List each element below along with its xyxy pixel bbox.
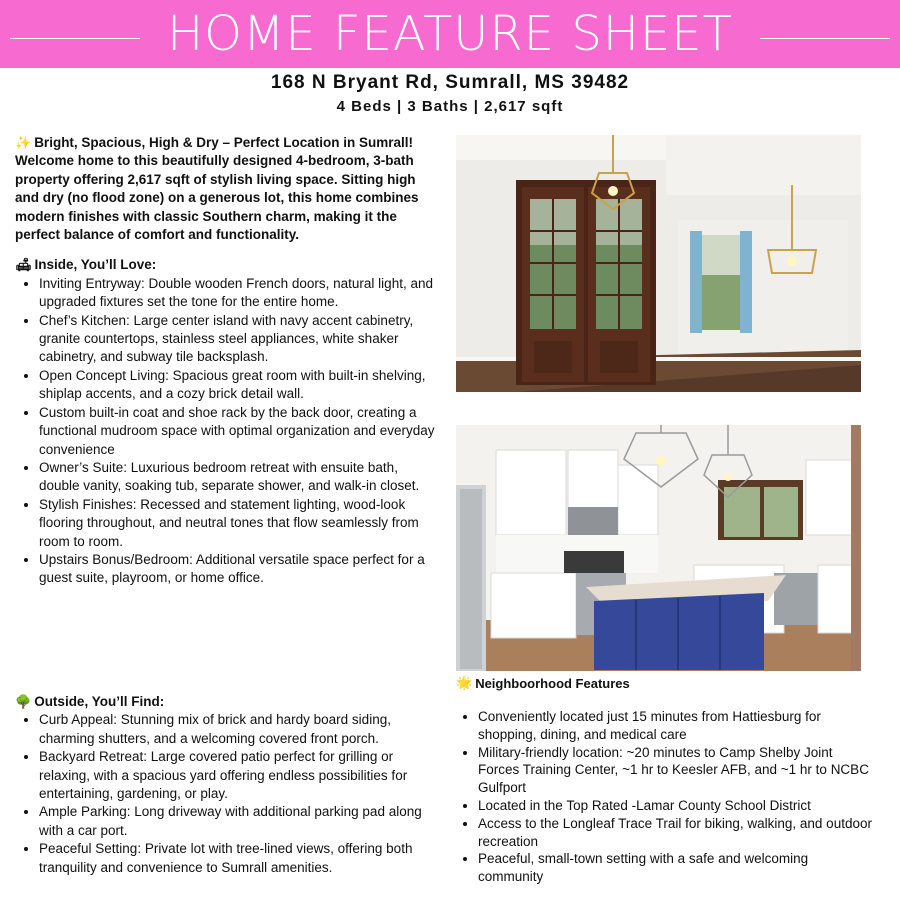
kitchen-photo xyxy=(456,425,861,671)
list-item: • Ample Parking: Long driveway with additional parking pad along with a car port. xyxy=(39,803,440,840)
list-item: • Chef’s Kitchen: Large center island with navy accent cabinetry, granite countertops, stainless steel appliances, white shaker cabinetry, and subway tile backsplash. xyxy=(39,312,440,367)
intro-text: Bright, Spacious, High & Dry – Perfect Location in Sumrall! Welcome home to this beautifully designed 4-bedroom, 3-bath property offering 2,617 sqft of stylish living space. Sitting high and dry (no flood zone) on a generous lot, this home combines modern finishes with classic Southern charm, making it the perfect balance of comfort and functionality. xyxy=(15,135,419,243)
list-item: • Stylish Finishes: Recessed and statement lighting, wood-look flooring throughout, and neutral tones that flow seamlessly from room to room. xyxy=(39,496,440,551)
list-item: • Backyard Retreat: Large covered patio perfect for grilling or relaxing, with a spacious yard offering endless possibilities for entertaining, gardening, or play. xyxy=(39,748,440,803)
header-banner xyxy=(0,0,900,68)
sparkles-icon: ✨ xyxy=(15,135,32,150)
couch-icon: 🛋 xyxy=(15,257,32,273)
list-item: • Military-friendly location: ~20 minutes to Camp Shelby Joint Forces Training Center, ~1 hr to Keesler AFB, and ~1 hr to NCBC Gulfport xyxy=(478,744,876,797)
list-item: • Upstairs Bonus/Bedroom: Additional versatile space perfect for a guest suite, playroom, or home office. xyxy=(39,551,440,588)
inside-list xyxy=(15,275,440,588)
list-item: • Conveniently located just 15 minutes from Hattiesburg for shopping, dining, and medical care xyxy=(478,708,876,744)
outside-section xyxy=(15,693,440,877)
star-icon: 🌟 xyxy=(456,675,473,690)
list-item: • Curb Appeal: Stunning mix of brick and hardy board siding, charming shutters, and a welcoming covered front porch. xyxy=(39,711,440,748)
outside-heading-text: Outside, You’ll Find: xyxy=(34,694,165,709)
inside-heading-text: Inside, You’ll Love: xyxy=(34,257,157,273)
neighborhood-section xyxy=(456,708,876,886)
inside-heading xyxy=(15,256,440,274)
list-item: • Owner’s Suite: Luxurious bedroom retreat with ensuite bath, double vanity, soaking tub, separate shower, and walk-in closet. xyxy=(39,459,440,496)
kitchen-illustration xyxy=(456,425,861,671)
list-item: • Inviting Entryway: Double wooden French doors, natural light, and upgraded fixtures set the tone for the entire home. xyxy=(39,275,440,312)
list-item: • Access to the Longleaf Trace Trail for biking, walking, and outdoor recreation xyxy=(478,815,876,851)
inside-section xyxy=(15,256,440,587)
entryway-photo xyxy=(456,135,861,392)
outside-list xyxy=(15,711,440,877)
neighborhood-list xyxy=(456,708,876,886)
intro-paragraph xyxy=(15,134,440,244)
list-item: • Open Concept Living: Spacious great room with built-in shelving, shiplap accents, and a cozy brick detail wall. xyxy=(39,367,440,404)
neighborhood-heading xyxy=(456,675,630,691)
description-column xyxy=(15,134,440,588)
list-item: • Located in the Top Rated -Lamar County School District xyxy=(478,797,876,815)
list-item: • Peaceful, small-town setting with a safe and welcoming community xyxy=(478,850,876,886)
property-specs: 4 Beds | 3 Baths | 2,617 sqft xyxy=(336,98,564,115)
property-address: 168 N Bryant Rd, Sumrall, MS 39482 xyxy=(270,72,630,93)
list-item: • Peaceful Setting: Private lot with tree-lined views, offering both tranquility and convenience to Sumrall amenities. xyxy=(39,840,440,877)
list-item: • Custom built-in coat and shoe rack by the back door, creating a functional mudroom space with optimal organization and everyday convenience xyxy=(39,404,440,459)
neighborhood-heading-text: Neighboorhood Features xyxy=(475,675,630,691)
entryway-illustration xyxy=(456,135,861,392)
page-title: HOME FEATURE SHEET xyxy=(167,6,733,62)
outside-heading xyxy=(15,693,440,711)
tree-icon: 🌳 xyxy=(15,694,32,709)
